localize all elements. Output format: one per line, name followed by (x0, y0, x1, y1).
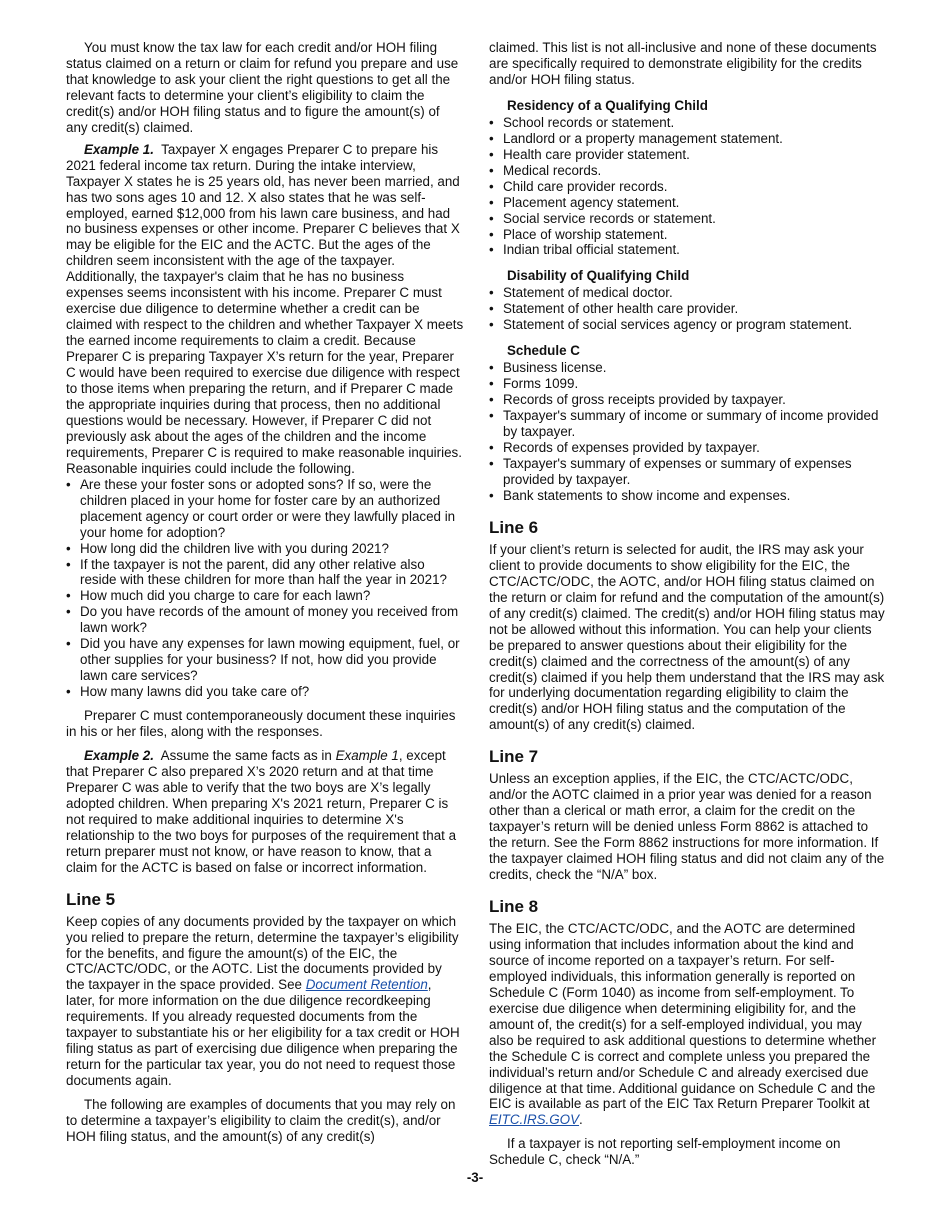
line-8-paragraph: The EIC, the CTC/ACTC/ODC, and the AOTC are determined using information that includes information about the kind and source of income reported on a taxpayer’s return. For self-employed individuals, this information generally is reported on Schedule C (Form 1040) as income from self-employment. To exercise due diligence when determining eligibility for, and the amount of, the credit(s) for a self-employed individual, you may also be required to ask additional questions to determine whether the Schedule C is correct and complete unless you prepared the individual’s return and/or Schedule C and already exercised due diligence at that time. Additional guidance on Schedule C and the EIC is available as part of the EIC Tax Return Preparer Toolkit at EITC.IRS.GOV. (489, 920, 877, 1128)
example-1-label: Example 1. (84, 141, 154, 157)
residency-item: • Social service records or statement. (489, 210, 716, 226)
document-inquiries-paragraph: Preparer C must contemporaneously document these inquiries in his or her files, along with the responses. (66, 708, 456, 740)
document-retention-link[interactable]: Document Retention (305, 977, 428, 993)
residency-item: • Medical records. (489, 162, 602, 178)
question-item: • If the taxpayer is not the parent, did any other relative also reside with these children for more than half the year in 2021? (66, 556, 447, 588)
line-7-paragraph: Unless an exception applies, if the EIC, the CTC/ACTC/ODC, and/or the AOTC claimed in a prior year was denied for a reason other than a clerical or math error, a claim for the credit on the taxpayer’s return will be denied unless Form 8862 is attached to the return. See the Form 8862 instructions for more information. If the taxpayer claimed HOH filing status and did not claim any of the credits, check the “N/A” box. (489, 771, 885, 883)
line-5-paragraph: Keep copies of any documents provided by the taxpayer on which you relied to prepare the return, determine the taxpayer’s eligibility for the benefits, and figure the amount(s) of the EIC, the CTC/ACTC/ODC, or the AOTC. List the documents provided by the taxpayer in the space provided. See Document Retention, later, for more information on the due diligence recordkeeping requirements. If you already requested documents from the taxpayer to substantiate his or her eligibility for a tax credit or HOH filing status as part of exercising due diligence when preparing the return for the particular tax year, you do not need to request those documents again. (66, 913, 460, 1089)
left-column (66, 40, 464, 1145)
example-2-paragraph: Example 2. Assume the same facts as in Example 1, except that Preparer C also prepared X’s 2020 return and at that time Preparer C was able to verify that the two boys are X’s legally adopted children. When preparing X's 2021 return, Preparer C is not required to make additional inquiries to determine X's relationship to the two boys for purposes of the requirement that a return preparer must not know, or have reason to know, that a claim for the ACTC is based on false or incorrect information. (66, 747, 457, 875)
schedule-c-item: • Forms 1099. (489, 376, 579, 392)
example-1-reference: Example 1 (335, 747, 399, 763)
residency-heading: Residency of a Qualifying Child (507, 97, 708, 113)
question-item: • Do you have records of the amount of money you received from lawn work? (66, 604, 459, 636)
example-2-label: Example 2. (84, 747, 154, 763)
schedule-c-item: • Taxpayer's summary of income or summary of income provided by taxpayer. (489, 408, 879, 440)
line-7-heading: Line 7 (489, 747, 539, 767)
right-column (489, 40, 887, 1168)
residency-item: • School records or statement. (489, 114, 675, 130)
residency-item: • Indian tribal official statement. (489, 242, 680, 258)
disability-heading: Disability of Qualifying Child (507, 268, 690, 284)
example-1-paragraph (66, 142, 464, 477)
question-item: • How much did you charge to care for each lawn? (66, 588, 371, 604)
schedule-c-item: • Business license. (489, 360, 607, 376)
disability-item: • Statement of medical doctor. (489, 285, 673, 301)
line-8-na-paragraph: If a taxpayer is not reporting self-employment income on Schedule C, check “N/A.” (489, 1136, 841, 1168)
schedule-c-heading: Schedule C (507, 343, 580, 359)
schedule-c-item: • Records of gross receipts provided by taxpayer. (489, 392, 786, 408)
eitc-irs-gov-link[interactable]: EITC.IRS.GOV (489, 1112, 580, 1128)
residency-item: • Child care provider records. (489, 178, 668, 194)
question-item: • Did you have any expenses for lawn mowing equipment, fuel, or other supplies for your business? If not, how did you provide lawn care services? (66, 636, 460, 684)
line-6-heading: Line 6 (489, 517, 539, 537)
line-6-paragraph: If your client’s return is selected for audit, the IRS may ask your client to provide documents to show eligibility for the EIC, the CTC/ACTC/ODC, the AOTC, and/or HOH filing status claimed on the return or claim for refund and the computation of the amount(s) of any credit(s) claimed. The credit(s) and/or HOH filing status may not be allowed without this information. You can help your clients be prepared to answer questions about their eligibility for the credit(s) claimed and the correctness of the amount(s) of any credit(s) claimed if you help them understand that the IRS may ask for underlying documentation regarding eligibility to claim the credit(s) and/or HOH filing status and the computation of the amount(s) of any credit(s) claimed. (489, 541, 885, 733)
residency-item: • Landlord or a property management statement. (489, 130, 783, 146)
residency-item: • Place of worship statement. (489, 226, 668, 242)
line-8-heading: Line 8 (489, 896, 539, 916)
question-item: • Are these your foster sons or adopted sons? If so, were the children placed in your home for foster care by an authorized placement agency or court order or were they lawfully placed in your home for adoption? (66, 476, 456, 540)
schedule-c-item: • Taxpayer's summary of expenses or summary of expenses provided by taxpayer. (489, 456, 852, 487)
residency-item: • Health care provider statement. (489, 146, 690, 162)
disability-item: • Statement of other health care provider. (489, 301, 739, 317)
schedule-c-item: • Bank statements to show income and expenses. (489, 487, 791, 503)
page-number: -3- (466, 1170, 484, 1185)
question-item: • How many lawns did you take care of? (66, 684, 310, 700)
schedule-c-item: • Records of expenses provided by taxpayer. (489, 440, 760, 456)
examples-continued-paragraph: claimed. This list is not all-inclusive and none of these documents are specifically required to demonstrate eligibility for the credits and/or HOH filing status. (489, 40, 877, 87)
example-1-text: Taxpayer X engages Preparer C to prepare his 2021 federal income tax return. During the intake interview, Taxpayer X states he is 25 years old, has never been married, and has two sons ages 10 and 12. X also states that he was self-employed, earned $12,000 from his lawn care business, and had no business expenses or other income. Preparer C believes that X may be eligible for the EIC and the ACTC. But the ages of the children seem inconsistent with the age of the taxpayer. Additionally, the taxpayer's claim that he has no business expenses seems inconsistent with his income. Preparer C must exercise due diligence to determine whether a credit can be claimed with respect to the children and whether Taxpayer X meets the earned income requirements to claim a credit. Because Preparer C is preparing Taxpayer X’s return for the year, Preparer C would have been required to exercise due diligence with respect to those items when preparing the return, and if Preparer C made the appropriate inquiries during that process, then no additional questions would be necessary. However, if Preparer C did not previously ask about the ages of the children and the income requirements, Preparer C is required to make reasonable inquiries. Reasonable inquiries could include the following. (66, 141, 464, 476)
intro-paragraph: You must know the tax law for each credit and/or HOH filing status claimed on a return or claim for refund you prepare and use that knowledge to ask your client the right questions to get all the relevant facts to determine your client’s eligibility to claim the credit(s) and/or HOH filing status and to figure the amount(s) of any credit(s) claimed. (66, 40, 459, 135)
question-item: • How long did the children live with you during 2021? (66, 540, 389, 556)
residency-item: • Placement agency statement. (489, 194, 680, 210)
examples-intro-paragraph: The following are examples of documents that you may rely on to determine a taxpayer’s eligibility to claim the credit(s), and/or HOH filing status, and the amount(s) of any credit(s) (66, 1097, 456, 1144)
line-5-heading: Line 5 (66, 889, 116, 909)
disability-item: • Statement of social services agency or program statement. (489, 317, 853, 333)
